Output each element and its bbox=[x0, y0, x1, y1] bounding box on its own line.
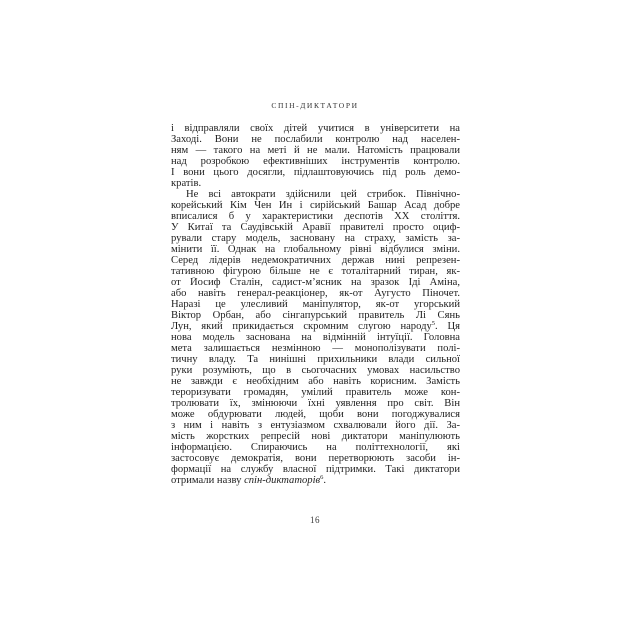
page-number: 16 bbox=[310, 515, 320, 525]
text-segment: руки розуміють, що в сьогочасних умовах насильство bbox=[171, 365, 460, 376]
text-segment: над розробкою ефективніших інструментів контролю. bbox=[171, 156, 460, 167]
text-segment: мінити її. Однак на глобальному рівні відбулися зміни. bbox=[171, 244, 460, 255]
text-line bbox=[171, 244, 460, 255]
text-line bbox=[171, 354, 460, 365]
text-line bbox=[171, 321, 460, 332]
footnote-marker: 5 bbox=[431, 321, 436, 327]
text-segment: . Ця bbox=[435, 321, 460, 332]
text-segment: рували стару модель, засновану на страху, замість за- bbox=[171, 233, 460, 244]
text-segment: формації на службу власної підтримки. Такі диктатори bbox=[171, 464, 460, 475]
text-segment: мета залишається незмінною — монополізувати полі- bbox=[171, 343, 460, 354]
text-segment: застосовує демократія, вони перетворюють засоби ін- bbox=[171, 453, 460, 464]
text-line bbox=[171, 277, 460, 288]
text-segment: Серед лідерів недемократичних держав нині репрезен- bbox=[171, 255, 460, 266]
text-segment: не завжди є необхідним або навіть корисним. Замість bbox=[171, 376, 460, 387]
text-line bbox=[171, 376, 460, 387]
text-line bbox=[171, 409, 460, 420]
text-segment: отримали назву bbox=[171, 475, 245, 486]
text-segment: тичну владу. Та нинішні прихильники влади сильної bbox=[171, 354, 460, 365]
text-segment: Лун, який прикидається скромним слугою народу bbox=[171, 321, 432, 332]
text-line bbox=[171, 134, 460, 145]
text-segment: і відправляли своїх дітей учитися в університети на bbox=[171, 123, 460, 134]
text-segment: У Китаї та Саудівській Аравії правителі просто оциф- bbox=[171, 222, 460, 233]
text-segment: тероризувати громадян, умілий правитель може кон- bbox=[171, 387, 460, 398]
text-segment: мість жорстких репресій нові диктатори маніпулюють bbox=[171, 431, 460, 442]
text-line bbox=[171, 233, 460, 244]
text-line bbox=[171, 398, 460, 409]
text-line bbox=[171, 189, 460, 200]
text-segment: кратів. bbox=[171, 178, 202, 189]
text-segment: корейський Кім Чен Ин і сирійський Башар Асад добре bbox=[171, 200, 460, 211]
text-line bbox=[171, 167, 460, 178]
text-segment: ням — такого на меті й не мали. Натомість працювали bbox=[171, 145, 460, 156]
text-segment: тативною фігурою більше не є тоталітарний тиран, як- bbox=[171, 266, 460, 277]
text-line bbox=[171, 420, 460, 431]
text-segment: інформацією. Спираючись на політтехнології, які bbox=[171, 442, 460, 453]
text-line bbox=[171, 475, 460, 486]
text-segment: нова модель заснована на відмінній інтуїції. Головна bbox=[171, 332, 460, 343]
text-line bbox=[171, 288, 460, 299]
text-segment: тролювати їх, змінюючи їхні уявлення про світ. Він bbox=[171, 398, 460, 409]
text-segment: Заході. Вони не послабили контролю над населен- bbox=[171, 134, 460, 145]
text-line bbox=[171, 387, 460, 398]
text-line bbox=[171, 464, 460, 475]
text-line bbox=[171, 255, 460, 266]
text-line bbox=[171, 200, 460, 211]
text-segment: або навіть генерал-реакціонер, як-от Аугусто Піночет. bbox=[171, 288, 460, 299]
text-segment: вписалися б у характеристики деспотів ХХ століття. bbox=[171, 211, 460, 222]
text-segment: спін-диктаторів bbox=[244, 475, 321, 486]
text-line bbox=[171, 453, 460, 464]
text-line bbox=[171, 222, 460, 233]
text-line bbox=[171, 442, 460, 453]
text-line bbox=[171, 123, 460, 134]
footnote-marker: 6 bbox=[320, 475, 324, 481]
text-segment: з ним і навіть з ентузіазмом схвалювали його дії. За- bbox=[171, 420, 460, 431]
text-line bbox=[171, 178, 460, 189]
text-line bbox=[171, 332, 460, 343]
text-line bbox=[171, 365, 460, 376]
text-line bbox=[171, 310, 460, 321]
text-line bbox=[171, 156, 460, 167]
text-line bbox=[171, 343, 460, 354]
text-line bbox=[171, 145, 460, 156]
text-line bbox=[171, 299, 460, 310]
text-line bbox=[171, 431, 460, 442]
text-line bbox=[171, 211, 460, 222]
text-segment: Не всі автократи здійснили цей стрибок. Північно- bbox=[186, 189, 460, 200]
text-segment: І вони цього досягли, підлаштовуючись під роль демо- bbox=[171, 167, 460, 178]
text-segment: Віктор Орбан, або сінгапурський правитель Лі Сянь bbox=[171, 310, 460, 321]
text-segment: от Йосиф Сталін, садист-м’ясник на зразок Іді Аміна, bbox=[171, 277, 460, 288]
text-block bbox=[171, 123, 460, 486]
text-line bbox=[171, 266, 460, 277]
text-segment: . bbox=[323, 475, 327, 486]
running-header: СПІН-ДИКТАТОРИ bbox=[271, 101, 359, 110]
text-segment: Наразі це улесливий маніпулятор, як-от угорський bbox=[171, 299, 460, 310]
text-segment: може обдурювати людей, щоби вони погоджувалися bbox=[171, 409, 460, 420]
